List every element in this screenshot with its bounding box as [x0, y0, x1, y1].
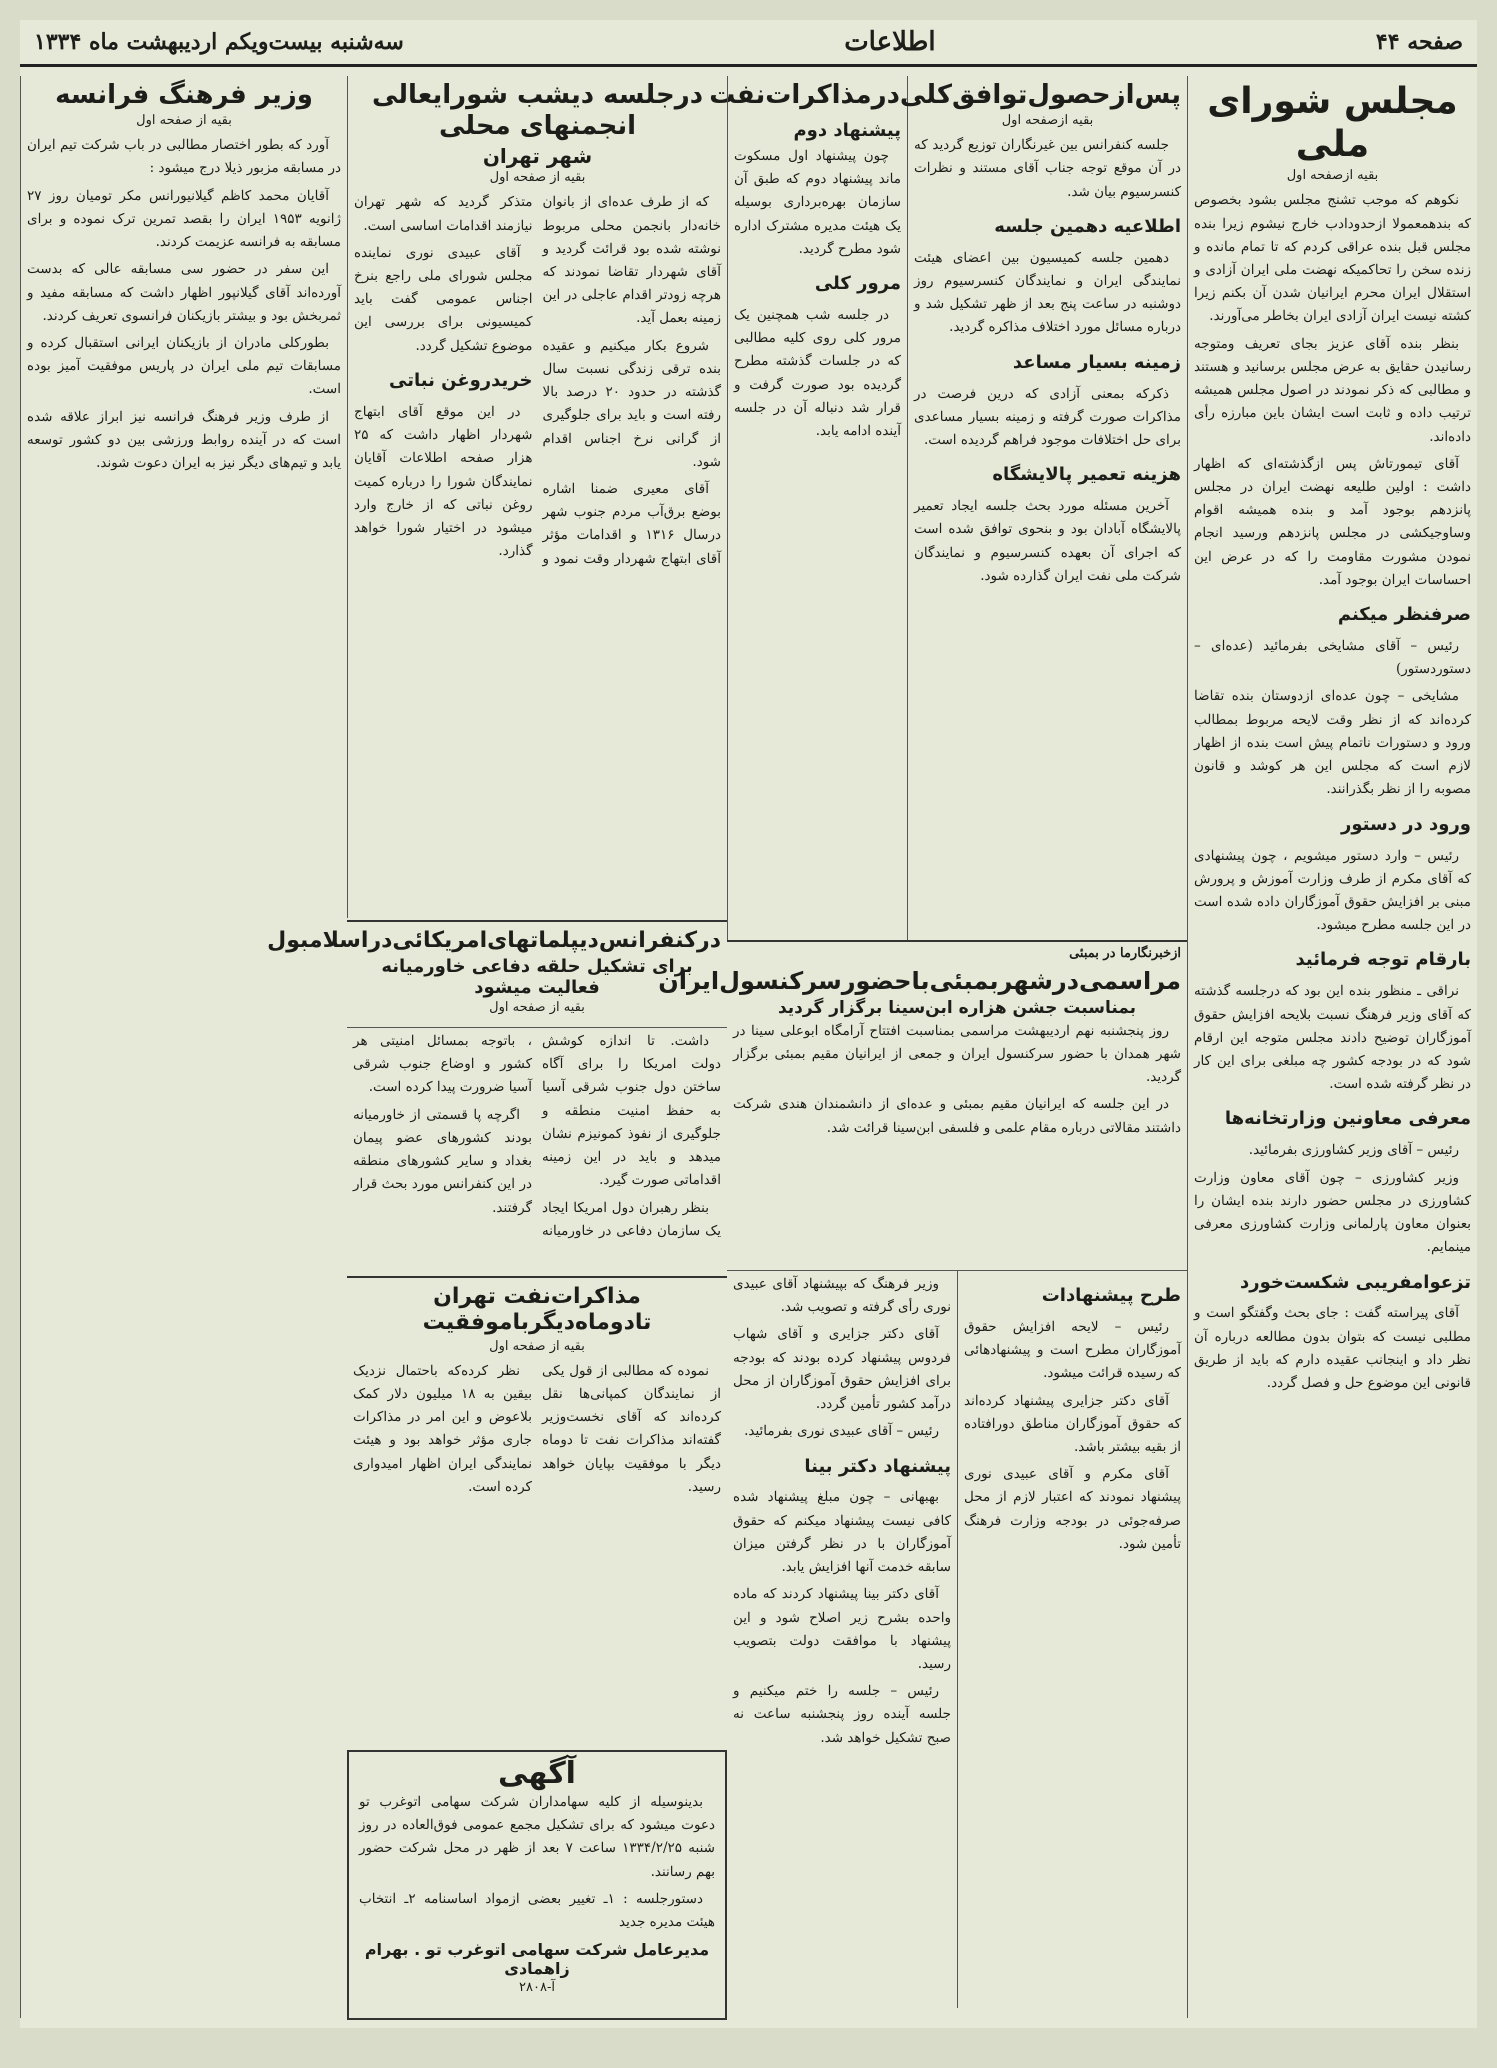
- oil-talks-article: [347, 1276, 727, 1746]
- paragraph: وزیر فرهنگ که بپیشنهاد آقای عبیدی نوری رأی گرفته و تصویب شد.: [733, 1276, 951, 1316]
- notice-signature: مدیرعامل شرکت سهامی اتوغرب تو . بهرام زاهمادی: [364, 1940, 710, 1979]
- paragraph: دستورجلسه : ۱ـ تغییر بعضی ازمواد اساسنامه ۲ـ انتخاب هیئت مدیره جدید: [359, 1890, 715, 1931]
- conference-headline: درکنفرانس‌دیپلماتهای‌امریکائی‌دراسلامبول: [267, 928, 721, 953]
- paragraph: دهمین جلسه کمیسیون بین اعضای هیئت نمایندگی ایران و نمایندگان کنسرسیوم روز دوشنبه در ساعت پنج بعد از ظهر تشکیل شد و درباره مسائل مورد اختلاف مذاکره گردید.: [914, 249, 1181, 336]
- paragraph: مشایخی – چون عده‌ای ازدوستان بنده تقاضا کرده‌اند که از نظر وقت لایحه مربوط بمطالب ورود و دستورات ناتمام پیش است بنده از اظهار لازم است که مجلس این هر کوشد و قانون مصوبه را از نظر بگذرانند.: [1194, 688, 1471, 798]
- continued-note: بقیه از صفحه اول: [489, 170, 586, 186]
- notice-title: آگهی: [498, 1756, 576, 1791]
- paragraph: این سفر در حضور سی مسابقه عالی که بدست آورده‌اند آقای گیلانپور اظهار داشت که مسابقه مفید و ثمربخش بود و بیشتر بازیکنان فرانسوی تعریف کردند.: [27, 261, 341, 324]
- oil-talks-headline: مذاکرات‌نفت تهران تادوماه‌دیگربا‌موفقیت: [422, 1284, 652, 1336]
- paragraph: آقای عبیدی نوری نماینده مجلس شورای ملی راجع بنرخ اجناس عمومی گفت باید کمیسیونی برای بررسی این موضوع تشکیل گردد.: [354, 244, 533, 354]
- paragraph: آقای دکتر بینا پیشنهاد کردند که ماده واحده بشرح زیر اصلاح شود و این پیشنهاد با موافقت دولت بتصویب رسید.: [733, 1586, 951, 1673]
- proposal-body: [734, 145, 901, 443]
- paragraph: بدینوسیله از کلیه سهامداران شرکت سهامی اتوغرب تو دعوت میشود که برای تشکیل مجمع عمومی فوق‌العاده در روز شنبه ۱۳۳۴/۲/۲۵ ساعت ۷ بعد از ظهر در محل شرکت حضور بهم رسانند.: [359, 1794, 715, 1880]
- section-heading: هزینه تعمیر پالایشگاه: [992, 464, 1181, 486]
- paragraph: وزیر کشاورزی – چون آقای معاون وزارت کشاورزی در مجلس حضور دارند بنده ایشان را بعنوان معاون پارلمانی وزارت کشاورزی معرفی مینمایم.: [1194, 1169, 1471, 1256]
- paragraph: نموده که مطالبی از قول یکی از نمایندگان کمپانی‌ها نقل کرده‌اند که آقای نخست‌وزیر گفته‌اند مذاکرات نفت تا دوماه دیگر با موفقیت بپایان خواهد رسید.: [542, 1362, 721, 1495]
- oil-body: [914, 134, 1181, 588]
- paragraph: آقایان محمد کاظم گیلانیورانس مکر تومیان روز ۲۷ ژانویه ۱۹۵۳ ایران را بقصد تمرین ترک نموده و برای مسابقه به فرانسه عزیمت کردند.: [27, 187, 341, 251]
- paragraph: رئیس – آقای عبیدی نوری بفرمائید.: [744, 1423, 939, 1440]
- councils-body: [354, 191, 721, 571]
- column-second-proposal: [727, 76, 907, 940]
- paragraph: رئیس – جلسه را ختم میکنیم و جلسه آینده روز پنجشنبه ساعت نه صبح تشکیل خواهد شد.: [733, 1683, 951, 1746]
- paragraph: آقای دکتر جزایری و آقای شهاب فردوس پیشنهاد کرده بودند که بودجه برای افزایش حقوق آموزگاران از محل درآمد کشور تأمین گردد.: [733, 1326, 951, 1413]
- councils-headline: درجلسه دیشب شورایعالی انجمنهای محلی: [371, 80, 704, 142]
- paragraph: نکوهم که موجب تشنج مجلس بشود بخصوص که بندهمعمولا ازحدودادب خارج نیشوم زیرا بنده مجلس قبل بنده عراقی کردم که تا تمام مانده و زنده سخن را تحاکمیکه نهضت ملی ایران آزادی و استقلال ایران محرم ایرانیان شدن آن بکنم زیرا کشته نیست ایران آزادی ایران بخاطر می‌آورند.: [1194, 192, 1471, 325]
- continued-note: بقیه از صفحه اول: [489, 1338, 585, 1354]
- paragraph: در این جلسه که ایرانیان مقیم بمبئی و عده‌ای از دانشمندان هندی شرکت داشتند مقالاتی درباره مقام علمی و فلسفی ابن‌سینا قرائت شد.: [733, 1096, 1181, 1136]
- paragraph: جلسه کنفرانس بین غیرنگاران توزیع گردید که در آن موقع توجه جناب آقای مستند و نظرات کنسرسیوم بیان شد.: [914, 137, 1181, 200]
- paragraph: آقای تیمورتاش پس ازگذشته‌ای که اظهار داشت : اولین طلیعه نهضت ایران در مجلس پانزدهم بوجود آمد و بنده همیشه اقوام وساوجیکشی در مجلس پانزدهم ورسید انجام نمودن مشورت مقاومت را که در عرض این احساسات ایران بوجود آمد.: [1194, 455, 1471, 588]
- continued-note: بقیه ازصفحه اول: [1286, 168, 1379, 184]
- newspaper-page: [20, 20, 1477, 2028]
- section-heading: معرفی معاونین وزارتخانه‌ها: [1224, 1108, 1471, 1130]
- bombay-subhead: بمناسبت جشن هزاره ابن‌سینا برگزار گردید: [777, 997, 1137, 1018]
- conference-subhead: برای تشکیل حلقه دفاعی خاورمیانه فعالیت میشود: [381, 956, 693, 999]
- continued-note: بقیه ازصفحه اول: [1001, 113, 1094, 129]
- paragraph: آقای پیراسته گفت : جای بحث وگفتگو است و مطلبی نیست که بتوان بدون مطالعه درباره آن نظر داد و اینجانب عقیده دارم که باید از طریق قانونی این موضوع حل و فصل گردد.: [1194, 1305, 1471, 1392]
- paragraph: رئیس – وارد دستور میشویم ، چون پیشنهادی که آقای مکرم از طرف وزارت آموزش و پرورش مبنی بر افزایش حقوق آموزگاران داده شده است در این جلسه مطرح میشود.: [1194, 847, 1471, 934]
- bombay-article: [658, 940, 1187, 1270]
- page-number: صفحه ۴۴: [1375, 29, 1463, 55]
- french-minister-headline: وزیر فرهنگ فرانسه: [55, 80, 313, 110]
- paragraph: بطورکلی مادران از بازیکنان ایرانی استقبال کرده و مسابقات تیم ملی ایران در پاریس موفقیت آمیز بوده است.: [27, 334, 341, 398]
- paragraph: ذکرکه بمعنی آزادی که درین فرصت در مذاکرات صورت گرفته و زمینه بسیار مساعدی برای حل اختلافات موجود فراهم گردیده است.: [914, 385, 1181, 449]
- section-heading: طرح پیشنهادات: [1041, 1285, 1181, 1306]
- majlis-headline: مجلس شورای ملی: [1207, 81, 1458, 166]
- section-heading: صرفنظر میکنم: [1337, 604, 1471, 626]
- paragraph: چون پیشنهاد اول مسکوت ماند پیشنهاد دوم که طبق آن سازمان بهره‌برداری بوسیله یک هیئت مدیره مشترک اداره شود مطرح گردید.: [734, 148, 901, 257]
- paragraph: رئیس – لایحه افزایش حقوق آموزگاران مطرح است و پیشنهادهائی که رسیده قرائت میشود.: [964, 1318, 1181, 1382]
- notice-ref: آ-۲۸۰۸: [519, 1980, 555, 1996]
- paragraph: آورد که بطور اختصار مطالبی در باب شرکت تیم ایران در مسابقه مزبور ذیلا درج میشود :: [27, 137, 341, 177]
- page-header: [20, 20, 1477, 67]
- column-french-minister: [20, 76, 347, 2018]
- notice-box: [347, 1750, 727, 2020]
- paragraph: در جلسه شب همچنین یک مرور کلی روی کلیه مطالبی که در جلسات گذشته مطرح گردیده بود صورت گرفت و قرار شد دنباله آن در جلسه آینده ادامه یابد.: [734, 307, 901, 440]
- paragraph: بهبهانی – چون مبلغ پیشنهاد شده کافی نیست پیشنهاد میکنم که حقوق آموزگاران با در نظر گرفتن میزان سابقه خدمت آنها افزایش یابد.: [733, 1489, 951, 1576]
- continued-note: بقیه از صفحه اول: [136, 113, 232, 129]
- paragraph: نراقی ـ منظور بنده این بود که درجلسه گذشته که آقای وزیر فرهنگ نسبت بلایحه افزایش حقوق آموزگاران توضیح دادند مجلس متوجه این ارقام شود که در بودجه کشور چه مبلغی برای این کار در نظر گرفته شده است.: [1194, 983, 1471, 1093]
- oil-headline: پس‌ازحصول‌توافق‌کلی‌درمذاکرات‌نفت: [709, 80, 1181, 110]
- paragraph: رئیس – آقای وزیر کشاورزی بفرمائید.: [1248, 1142, 1459, 1159]
- councils-kicker: شهر تهران: [482, 144, 593, 169]
- bombay-headline: مراسمی‌درشهربمبئی‌باحضورسرکنسول‌ایران: [658, 967, 1181, 995]
- section-heading: زمینه بسیار مساعد: [1012, 351, 1181, 373]
- section-heading: بارقام توجه فرمائید: [1295, 949, 1471, 971]
- section-heading: اطلاعیه دهمین جلسه: [994, 215, 1181, 237]
- section-heading: خریدروغن نباتی: [389, 369, 533, 391]
- section-heading: پیشنهاد دوم: [793, 120, 901, 141]
- paragraph: آخرین مسئله مورد بحث جلسه ایجاد تعمیر پالایشگاه آبادان بود و بنحوی توافق شده است که اجرای آن بعهده کنسرسیوم و نمایندگان شرکت ملی نفت ایران گذارده شود.: [914, 498, 1181, 584]
- paragraph: روز پنجشنبه نهم اردیبهشت مراسمی بمناسبت افتتاح آرامگاه ابوعلی سینا در شهر همدان با حضور سرکنسول ایران و جمعی از ایرانیان مقیم بمبئی برگزار گردید.: [733, 1022, 1181, 1086]
- section-heading: مرور کلی: [814, 273, 901, 295]
- paragraph: در این موقع آقای ابتهاج شهردار اظهار داشت که ۲۵ هزار صفحه اطلاعات آقایان نمایندگان شورا را درباره کمیت روغن نباتی که از خارج وارد میشود در اختیار شورا خواهد گذارد.: [354, 403, 533, 560]
- section-heading: پیشنهاد دکتر بینا: [804, 1455, 951, 1477]
- paragraph: نظر کرده‌که باحتمال نزدیک بیقین به ۱۸ میلیون دلار کمک بلاعوض و این امر در مذاکرات جاری مؤثر خواهد بود و هیئت نمایندگی ایران اظهار امیدواری کرده است.: [353, 1362, 532, 1495]
- paragraph: از طرف وزیر فرهنگ فرانسه نیز ابراز علاقه شده است که در آینده روابط ورزشی بین دو کشور توسعه یابد و تیم‌های دیگر نیز به ایران دعوت شوند.: [27, 408, 341, 472]
- paragraph: آقای مکرم و آقای عبیدی نوری پیشنهاد نمودند که اعتبار لازم از محل صرفه‌جوئی در بودجه وزارت فرهنگ تأمین شود.: [964, 1466, 1181, 1552]
- bombay-kicker: ازخبرنگارما در بمبئی: [1069, 946, 1181, 961]
- french-minister-body: [27, 134, 341, 475]
- paragraph: که از طرف عده‌ای از بانوان خانه‌دار بانجمن محلی مربوط نوشته شده بود قرائت گردید و آقای شهردار تقاضا نمودند که هرچه زودتر اقدام عاجلی در این زمینه بعمل آید.: [542, 194, 721, 327]
- newspaper-name: اطلاعات: [844, 27, 936, 57]
- issue-date: سه‌شنبه بیست‌ویکم اردیبهشت ماه ۱۳۳۴: [34, 29, 404, 55]
- paragraph: آقای معیری ضمنا اشاره بوضع برق‌آب مردم جنوب شهر درسال ۱۳۱۶ و اقدامات مؤثر آقای ابتهاج شهردار وقت نمود و متذکر گردید که شهر تهران نیازمند اقدامات اساسی است.: [354, 194, 721, 567]
- paragraph: بنظر بنده آقای عزیز بجای تعریف ومتوجه رسانیدن حقایق به عرض مجلس برسانید و هستند و مطالبی که ذکر نمودند در اصول مجلس همیشه ترتیب داده و ثابت است ایشان باین مبارزه رأی داده‌اند.: [1194, 335, 1471, 445]
- paragraph: رئیس – آقای مشایخی بفرمائید (عده‌ای – دستوردستور): [1194, 638, 1471, 678]
- paragraph: اگرچه پا قسمتی از خاورمیانه بودند کشورهای عضو پیمان بغداد و سایر کشورهای منطقه در این کنفرانس مورد بحث قرار گرفتند.: [353, 1106, 532, 1216]
- continued-note: بقیه از صفحه اول: [489, 1000, 585, 1016]
- proposals-column: [957, 1270, 1187, 2008]
- column-local-councils: [347, 76, 727, 918]
- paragraph: آقای دکتر جزایری پیشنهاد کرده‌اند که حقوق آموزگاران مناطق دورافتاده از بقیه بیشتر باشد.: [964, 1392, 1181, 1456]
- paragraph: داشت. تا اندازه کوشش دولت امریکا را برای آگاه ساختن دول جنوب شرقی آسیا به حفظ امنیت منطقه و جلوگیری از نفوذ کمونیزم نشان میدهد و باید در این زمینه اقداماتی صورت گیرد.: [542, 1033, 721, 1189]
- majlis-body: [1194, 189, 1471, 1395]
- conference-body: [347, 1028, 727, 1276]
- section-heading: ورود در دستور: [1340, 813, 1471, 835]
- dr-bina-column: [727, 1270, 957, 1746]
- paragraph: شروع بکار میکنیم و عقیده بنده ترقی زندگی نسبت سال گذشته در حدود ۲۰ درصد بالا رفته است و باید برای جلوگیری از گرانی نرخ اجناس اقدام شود.: [542, 337, 721, 470]
- section-heading: تزعوامفریبی شکست‌خورد: [1240, 1271, 1471, 1293]
- column-majlis: [1187, 76, 1477, 2018]
- paragraph: بنظر رهبران دول امریکا ایجاد یک سازمان دفاعی در خاورمیانه ، باتوجه بمسائل امنیتی هر کشور و اوضاع جنوب شرقی آسیا ضرورت پیدا کرده است.: [353, 1033, 721, 1239]
